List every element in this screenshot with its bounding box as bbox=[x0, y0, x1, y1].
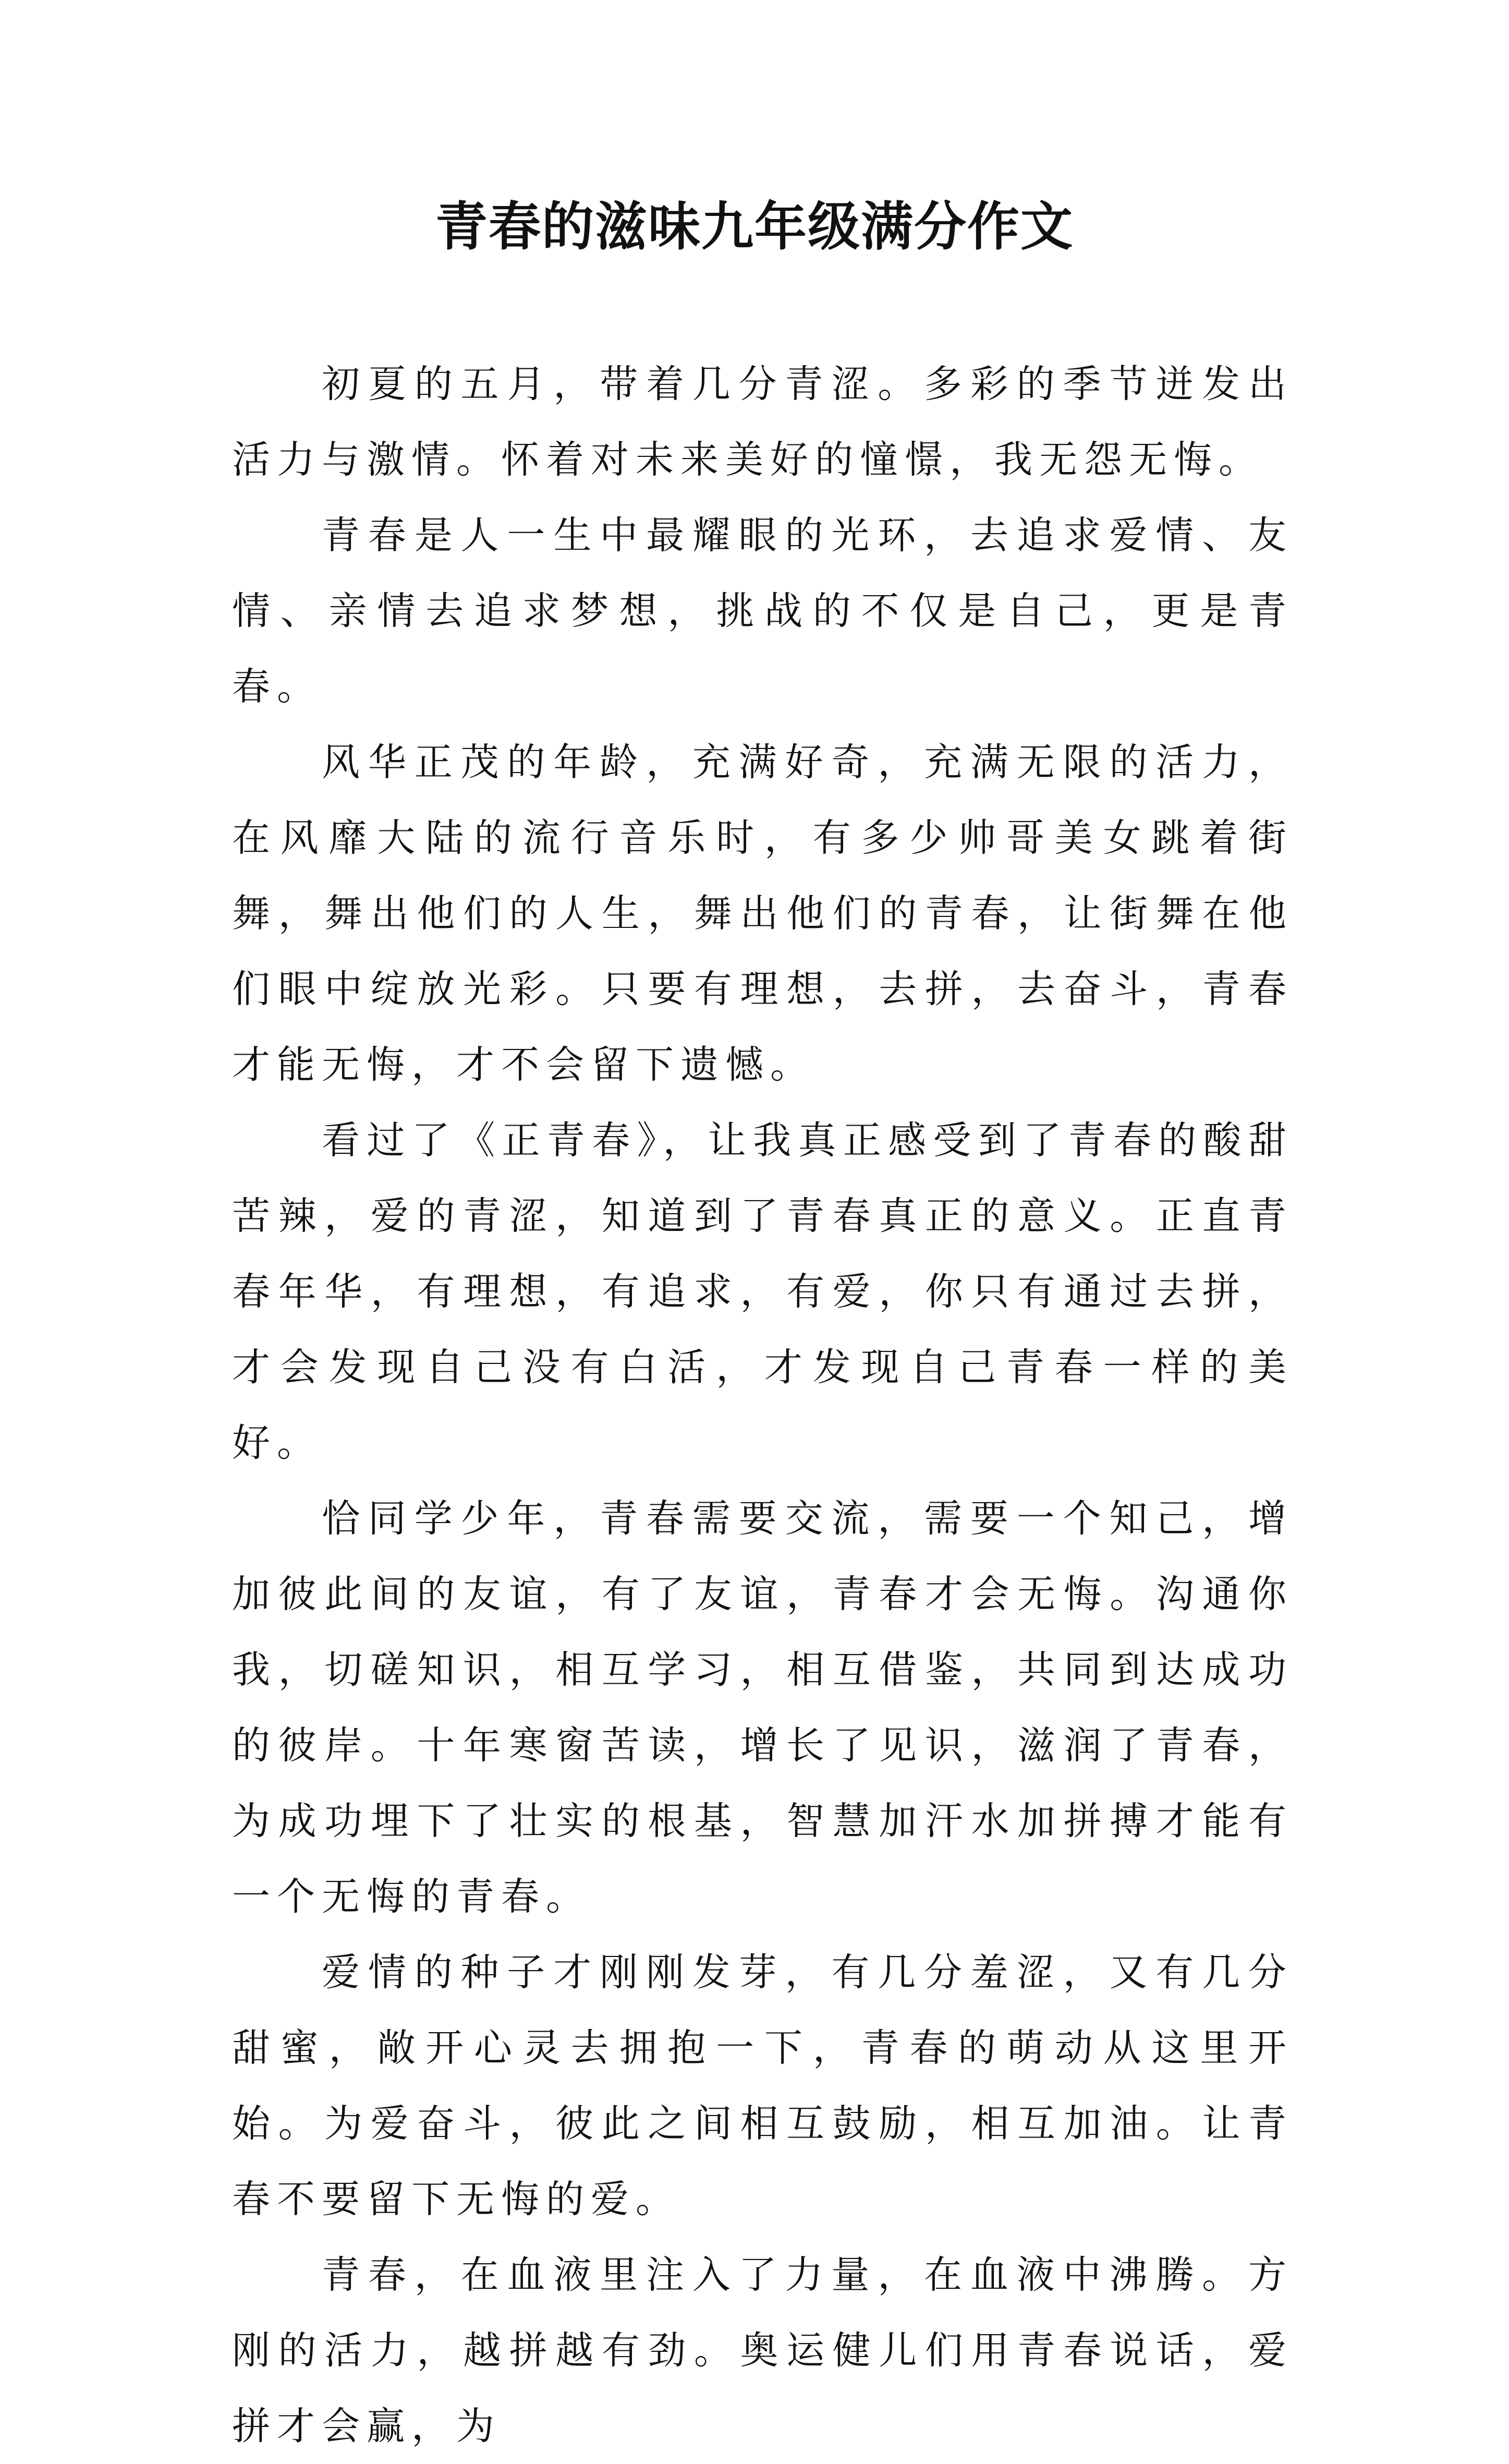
paragraph: 爱情的种子才刚刚发芽，有几分羞涩，又有几分甜蜜，敞开心灵去拥抱一下，青春的萌动从这里开始。为爱奋斗，彼此之间相互鼓励，相互加油。让青春不要留下无悔的爱。 bbox=[232, 1950, 1293, 2221]
paragraph: 青春是人一生中最耀眼的光环，去追求爱情、友情、亲情去追求梦想，挑战的不仅是自己，更是青春。 bbox=[232, 513, 1293, 709]
paragraph: 看过了《正青春》，让我真正感受到了青春的酸甜苦辣，爱的青涩，知道到了青春真正的意义。正直青春年华，有理想，有追求，有爱，你只有通过去拼，才会发现自己没有白活，才发现自己青春一样的美好。 bbox=[232, 1118, 1293, 1465]
paragraph: 青春，在血液里注入了力量，在血液中沸腾。方刚的活力，越拼越有劲。奥运健儿们用青春说话，爱拼才会赢，为 bbox=[232, 2253, 1293, 2448]
paragraph: 初夏的五月，带着几分青涩。多彩的季节迸发出活力与激情。怀着对未来美好的憧憬，我无怨无悔。 bbox=[232, 362, 1293, 482]
document-title: 青春的滋味九年级满分作文 bbox=[435, 196, 1074, 257]
document-body bbox=[232, 346, 1293, 2464]
paragraph: 风华正茂的年龄，充满好奇，充满无限的活力，在风靡大陆的流行音乐时，有多少帅哥美女跳着街舞，舞出他们的人生，舞出他们的青春，让街舞在他们眼中绽放光彩。只要有理想，去拼，去奋斗，青春才能无悔，才不会留下遗憾。 bbox=[232, 740, 1293, 1087]
paragraph: 恰同学少年，青春需要交流，需要一个知己，增加彼此间的友谊，有了友谊，青春才会无悔。沟通你我，切磋知识，相互学习，相互借鉴，共同到达成功的彼岸。十年寒窗苦读，增长了见识，滋润了青春，为成功埋下了壮实的根基，智慧加汗水加拼搏才能有一个无悔的青春。 bbox=[232, 1496, 1293, 1919]
